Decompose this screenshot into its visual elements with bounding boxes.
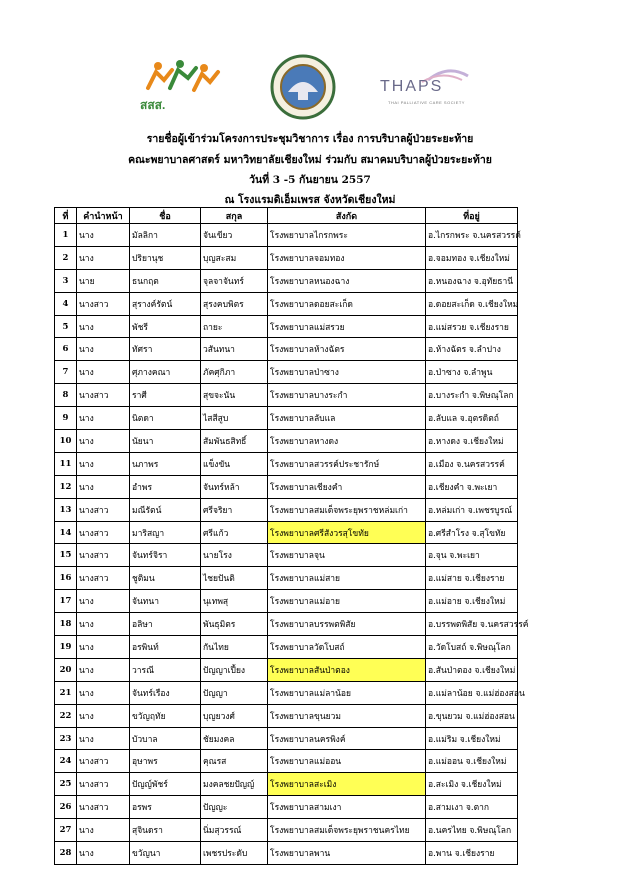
address-cell: อ.ป่าซาง จ.ลำพูน	[426, 361, 518, 384]
first-name-cell: อุษาพร	[130, 750, 201, 773]
table-row	[55, 246, 518, 269]
last-name-cell: ปัญญะ	[201, 796, 268, 819]
address-cell: อ.บางระกำ จ.พิษณุโลก	[426, 384, 518, 407]
last-name-cell: พันธุมิตร	[201, 613, 268, 636]
last-name-cell: วสันทนา	[201, 338, 268, 361]
affiliation-cell: โรงพยาบาลสามเงา	[268, 796, 426, 819]
first-name-cell: ราศี	[130, 384, 201, 407]
first-name-cell: อำพร	[130, 475, 201, 498]
thaps-logo	[378, 66, 470, 116]
prefix-cell: นาง	[77, 338, 130, 361]
table-row	[55, 796, 518, 819]
row-number: 24	[55, 750, 77, 773]
prefix-cell: นางสาว	[77, 292, 130, 315]
affiliation-cell: โรงพยาบาลห้างฉัตร	[268, 338, 426, 361]
first-name-cell: มณีรัตน์	[130, 498, 201, 521]
first-name-cell: ศุภางคณา	[130, 361, 201, 384]
table-row	[55, 475, 518, 498]
last-name-cell: กันไทย	[201, 636, 268, 659]
last-name-cell: สัมพันธสิทธิ์	[201, 430, 268, 453]
table-row	[55, 452, 518, 475]
last-name-cell: สุรงคบพิตร	[201, 292, 268, 315]
prefix-cell: นางสาว	[77, 384, 130, 407]
sss-logo	[138, 58, 228, 116]
last-name-cell: จันทร์หล้า	[201, 475, 268, 498]
address-cell: อ.สามเงา จ.ตาก	[426, 796, 518, 819]
last-name-cell: นายโรง	[201, 544, 268, 567]
first-name-cell: ธนกฤต	[130, 269, 201, 292]
row-number: 1	[55, 224, 77, 247]
prefix-cell: นาง	[77, 407, 130, 430]
table-row	[55, 750, 518, 773]
affiliation-cell: โรงพยาบาลแม่ลาน้อย	[268, 681, 426, 704]
row-number: 4	[55, 292, 77, 315]
row-number: 5	[55, 315, 77, 338]
prefix-cell: นาง	[77, 613, 130, 636]
affiliation-cell: โรงพยาบาลนครพิงค์	[268, 727, 426, 750]
sss-logo-text: สสส.	[140, 98, 166, 112]
affiliation-cell: โรงพยาบาลหนองฉาง	[268, 269, 426, 292]
last-name-cell: ศรีจริยา	[201, 498, 268, 521]
address-cell: อ.แม่สาย จ.เชียงราย	[426, 567, 518, 590]
table-row	[55, 773, 518, 796]
logo-bar	[0, 52, 620, 122]
row-number: 11	[55, 452, 77, 475]
affiliation-cell: โรงพยาบาลไกรกพระ	[268, 224, 426, 247]
first-name-cell: วารณี	[130, 658, 201, 681]
seal-icon	[270, 54, 336, 120]
last-name-cell: ไสสีสูบ	[201, 407, 268, 430]
affiliation-cell: โรงพยาบาลป่าซาง	[268, 361, 426, 384]
affiliation-cell: โรงพยาบาลเชียงคำ	[268, 475, 426, 498]
prefix-cell: นางสาว	[77, 567, 130, 590]
affiliation-cell: โรงพยาบาลแม่อาย	[268, 590, 426, 613]
affiliation-cell: โรงพยาบาลลับแล	[268, 407, 426, 430]
participant-table	[54, 207, 529, 865]
row-number: 22	[55, 704, 77, 727]
first-name-cell: จันทร์เรือง	[130, 681, 201, 704]
table-row	[55, 819, 518, 842]
table-row	[55, 636, 518, 659]
table-header-row	[55, 208, 518, 224]
affiliation-cell: โรงพยาบาลหางดง	[268, 430, 426, 453]
row-number: 27	[55, 819, 77, 842]
affiliation-cell: โรงพยาบาลสมเด็จพระยุพราชหล่มเก่า	[268, 498, 426, 521]
table-row	[55, 315, 518, 338]
address-cell: อ.จุน จ.พะเยา	[426, 544, 518, 567]
last-name-cell: คุณรส	[201, 750, 268, 773]
thaps-logo-text: THAPS	[380, 78, 444, 95]
first-name-cell: ชูติมน	[130, 567, 201, 590]
prefix-cell: นาง	[77, 636, 130, 659]
first-name-cell: จันทร์จิรา	[130, 544, 201, 567]
row-number: 18	[55, 613, 77, 636]
row-number: 9	[55, 407, 77, 430]
last-name-cell: จันเขียว	[201, 224, 268, 247]
prefix-cell: นางสาว	[77, 796, 130, 819]
address-cell: อ.ไกรกพระ จ.นครสวรรค์	[426, 224, 518, 247]
first-name-cell: นภาพร	[130, 452, 201, 475]
table-row	[55, 407, 518, 430]
affiliation-cell: โรงพยาบาลจอมทอง	[268, 246, 426, 269]
first-name-cell: นัยนา	[130, 430, 201, 453]
table-row	[55, 338, 518, 361]
prefix-cell: นาง	[77, 727, 130, 750]
prefix-cell: นางสาว	[77, 750, 130, 773]
prefix-cell: นางสาว	[77, 498, 130, 521]
row-number: 7	[55, 361, 77, 384]
row-number: 15	[55, 544, 77, 567]
first-name-cell: อรพร	[130, 796, 201, 819]
table-row	[55, 658, 518, 681]
first-name-cell: สุจินดรา	[130, 819, 201, 842]
affiliation-cell: โรงพยาบาลสะเมิง	[268, 773, 426, 796]
first-name-cell: มาริสญา	[130, 521, 201, 544]
first-name-cell: ทัศรา	[130, 338, 201, 361]
affiliation-cell: โรงพยาบาลแม่สรวย	[268, 315, 426, 338]
row-number: 16	[55, 567, 77, 590]
affiliation-cell: โรงพยาบาลจุน	[268, 544, 426, 567]
column-header: สังกัด	[268, 208, 426, 224]
prefix-cell: นาง	[77, 681, 130, 704]
column-header: คำนำหน้า	[77, 208, 130, 224]
address-cell: อ.หล่มเก่า จ.เพชรบูรณ์	[426, 498, 518, 521]
affiliation-cell: โรงพยาบาลดอยสะเก็ด	[268, 292, 426, 315]
address-cell: อ.ห้างฉัตร จ.ลำปาง	[426, 338, 518, 361]
affiliation-cell: โรงพยาบาลศรีสังวรสุโขทัย	[268, 521, 426, 544]
address-cell: อ.ดอยสะเก็ด จ.เชียงใหม่	[426, 292, 518, 315]
first-name-cell: อรพินท์	[130, 636, 201, 659]
last-name-cell: มงคลชยปัญญ์	[201, 773, 268, 796]
address-cell: อ.แม่ริม จ.เชียงใหม่	[426, 727, 518, 750]
prefix-cell: นางสาว	[77, 521, 130, 544]
last-name-cell: นิ่มสุวรรณ์	[201, 819, 268, 842]
row-number: 23	[55, 727, 77, 750]
affiliation-cell: โรงพยาบาลสวรรค์ประชารักษ์	[268, 452, 426, 475]
affiliation-cell: โรงพยาบาลพาน	[268, 842, 426, 865]
table-row	[55, 567, 518, 590]
first-name-cell: ขวัญฤทัย	[130, 704, 201, 727]
last-name-cell: บุญสะสม	[201, 246, 268, 269]
first-name-cell: ขวัญนา	[130, 842, 201, 865]
prefix-cell: นาง	[77, 452, 130, 475]
table-row	[55, 521, 518, 544]
last-name-cell: ชัยมงคล	[201, 727, 268, 750]
row-number: 17	[55, 590, 77, 613]
address-cell: อ.นครไทย จ.พิษณุโลก	[426, 819, 518, 842]
table-row	[55, 430, 518, 453]
address-cell: อ.บรรพตพิสัย จ.นครสวรรค์	[426, 613, 518, 636]
first-name-cell: มัลลิกา	[130, 224, 201, 247]
row-number: 14	[55, 521, 77, 544]
row-number: 28	[55, 842, 77, 865]
prefix-cell: นาง	[77, 224, 130, 247]
last-name-cell: บุญยวงศ์	[201, 704, 268, 727]
last-name-cell: ปัญญาเปี้ยง	[201, 658, 268, 681]
last-name-cell: สุขจะนัน	[201, 384, 268, 407]
prefix-cell: นาง	[77, 590, 130, 613]
table-row	[55, 361, 518, 384]
affiliation-cell: โรงพยาบาลแม่สาย	[268, 567, 426, 590]
table-row	[55, 224, 518, 247]
last-name-cell: ศรีแก้ว	[201, 521, 268, 544]
first-name-cell: พัชรี	[130, 315, 201, 338]
last-name-cell: นุเทพสุ	[201, 590, 268, 613]
row-number: 26	[55, 796, 77, 819]
table-row	[55, 590, 518, 613]
prefix-cell: นาง	[77, 658, 130, 681]
address-cell: อ.สะเมิง จ.เชียงใหม่	[426, 773, 518, 796]
address-cell: อ.เชียงคำ จ.พะเยา	[426, 475, 518, 498]
prefix-cell: นาง	[77, 315, 130, 338]
column-header: ที่อยู่	[426, 208, 518, 224]
prefix-cell: นาง	[77, 430, 130, 453]
document-subtitle: คณะพยาบาลศาสตร์ มหาวิทยาลัยเชียงใหม่ ร่วมกับ สมาคมบริบาลผู้ป่วยระยะท้าย	[128, 154, 492, 166]
first-name-cell: ปริยานุช	[130, 246, 201, 269]
table-row	[55, 681, 518, 704]
row-number: 21	[55, 681, 77, 704]
column-header: ที่	[55, 208, 77, 224]
prefix-cell: นาง	[77, 842, 130, 865]
address-cell: อ.ศรีสำโรง จ.สุโขทัย	[426, 521, 518, 544]
address-cell: อ.พาน จ.เชียงราย	[426, 842, 518, 865]
address-cell: อ.แม่อาย จ.เชียงใหม่	[426, 590, 518, 613]
row-number: 13	[55, 498, 77, 521]
last-name-cell: แข็งขัน	[201, 452, 268, 475]
column-header: สกุล	[201, 208, 268, 224]
last-name-cell: เพชรประดับ	[201, 842, 268, 865]
table-row	[55, 384, 518, 407]
first-name-cell: จันทนา	[130, 590, 201, 613]
table-row	[55, 842, 518, 865]
document-date: วันที่ 3 -5 กันยายน 2557	[249, 174, 371, 186]
address-cell: อ.หางดง จ.เชียงใหม่	[426, 430, 518, 453]
affiliation-cell: โรงพยาบาลบรรพตพิสัย	[268, 613, 426, 636]
row-number: 6	[55, 338, 77, 361]
first-name-cell: ปัญญ์พัชร์	[130, 773, 201, 796]
last-name-cell: ไชยปันติ	[201, 567, 268, 590]
row-number: 12	[55, 475, 77, 498]
address-cell: อ.หนองฉาง จ.อุทัยธานี	[426, 269, 518, 292]
table-row	[55, 292, 518, 315]
last-name-cell: ปัญญา	[201, 681, 268, 704]
row-number: 19	[55, 636, 77, 659]
row-number: 3	[55, 269, 77, 292]
first-name-cell: สุรางค์รัตน์	[130, 292, 201, 315]
table-row	[55, 269, 518, 292]
address-cell: อ.จอมทอง จ.เชียงใหม่	[426, 246, 518, 269]
prefix-cell: นาง	[77, 475, 130, 498]
address-cell: อ.ขุนยวม จ.แม่ฮ่องสอน	[426, 704, 518, 727]
prefix-cell: นาง	[77, 361, 130, 384]
prefix-cell: นางสาว	[77, 544, 130, 567]
first-name-cell: อลิษา	[130, 613, 201, 636]
address-cell: อ.แม่ลาน้อย จ.แม่ฮ่องสอน	[426, 681, 518, 704]
table-row	[55, 727, 518, 750]
row-number: 2	[55, 246, 77, 269]
university-seal	[270, 54, 336, 120]
running-figures-icon	[138, 58, 228, 98]
table-row	[55, 704, 518, 727]
last-name-cell: ภัคศุกิภา	[201, 361, 268, 384]
affiliation-cell: โรงพยาบาลขุนยวม	[268, 704, 426, 727]
prefix-cell: นาง	[77, 246, 130, 269]
document-title: รายชื่อผู้เข้าร่วมโครงการประชุมวิชาการ เรื่อง การบริบาลผู้ป่วยระยะท้าย	[146, 133, 474, 145]
row-number: 25	[55, 773, 77, 796]
first-name-cell: บัวบาล	[130, 727, 201, 750]
prefix-cell: นางสาว	[77, 773, 130, 796]
address-cell: อ.เมือง จ.นครสวรรค์	[426, 452, 518, 475]
table-row	[55, 498, 518, 521]
row-number: 8	[55, 384, 77, 407]
first-name-cell: นิตดา	[130, 407, 201, 430]
affiliation-cell: โรงพยาบาลสันป่าตอง	[268, 658, 426, 681]
affiliation-cell: โรงพยาบาลวัดโบสถ์	[268, 636, 426, 659]
address-cell: อ.แม่สรวย จ.เชียงราย	[426, 315, 518, 338]
thaps-logo-subtext: THAI PALLIATIVE CARE SOCIETY	[388, 100, 465, 105]
table-row	[55, 544, 518, 567]
address-cell: อ.สันป่าตอง จ.เชียงใหม่	[426, 658, 518, 681]
document-venue: ณ โรงแรมดิเอ็มเพรส จังหวัดเชียงใหม่	[224, 194, 396, 206]
table-row	[55, 613, 518, 636]
column-header: ชื่อ	[130, 208, 201, 224]
address-cell: อ.วัดโบสถ์ จ.พิษณุโลก	[426, 636, 518, 659]
last-name-cell: จุลจาจันทร์	[201, 269, 268, 292]
affiliation-cell: โรงพยาบาลแม่ออน	[268, 750, 426, 773]
affiliation-cell: โรงพยาบาลสมเด็จพระยุพราชนครไทย	[268, 819, 426, 842]
address-cell: อ.แม่ออน จ.เชียงใหม่	[426, 750, 518, 773]
prefix-cell: นาง	[77, 704, 130, 727]
prefix-cell: นาย	[77, 269, 130, 292]
row-number: 10	[55, 430, 77, 453]
table-body	[55, 224, 529, 865]
affiliation-cell: โรงพยาบาลบางระกำ	[268, 384, 426, 407]
row-number: 20	[55, 658, 77, 681]
address-cell: อ.ลับแล จ.อุตรดิตถ์	[426, 407, 518, 430]
last-name-cell: ถายะ	[201, 315, 268, 338]
prefix-cell: นาง	[77, 819, 130, 842]
